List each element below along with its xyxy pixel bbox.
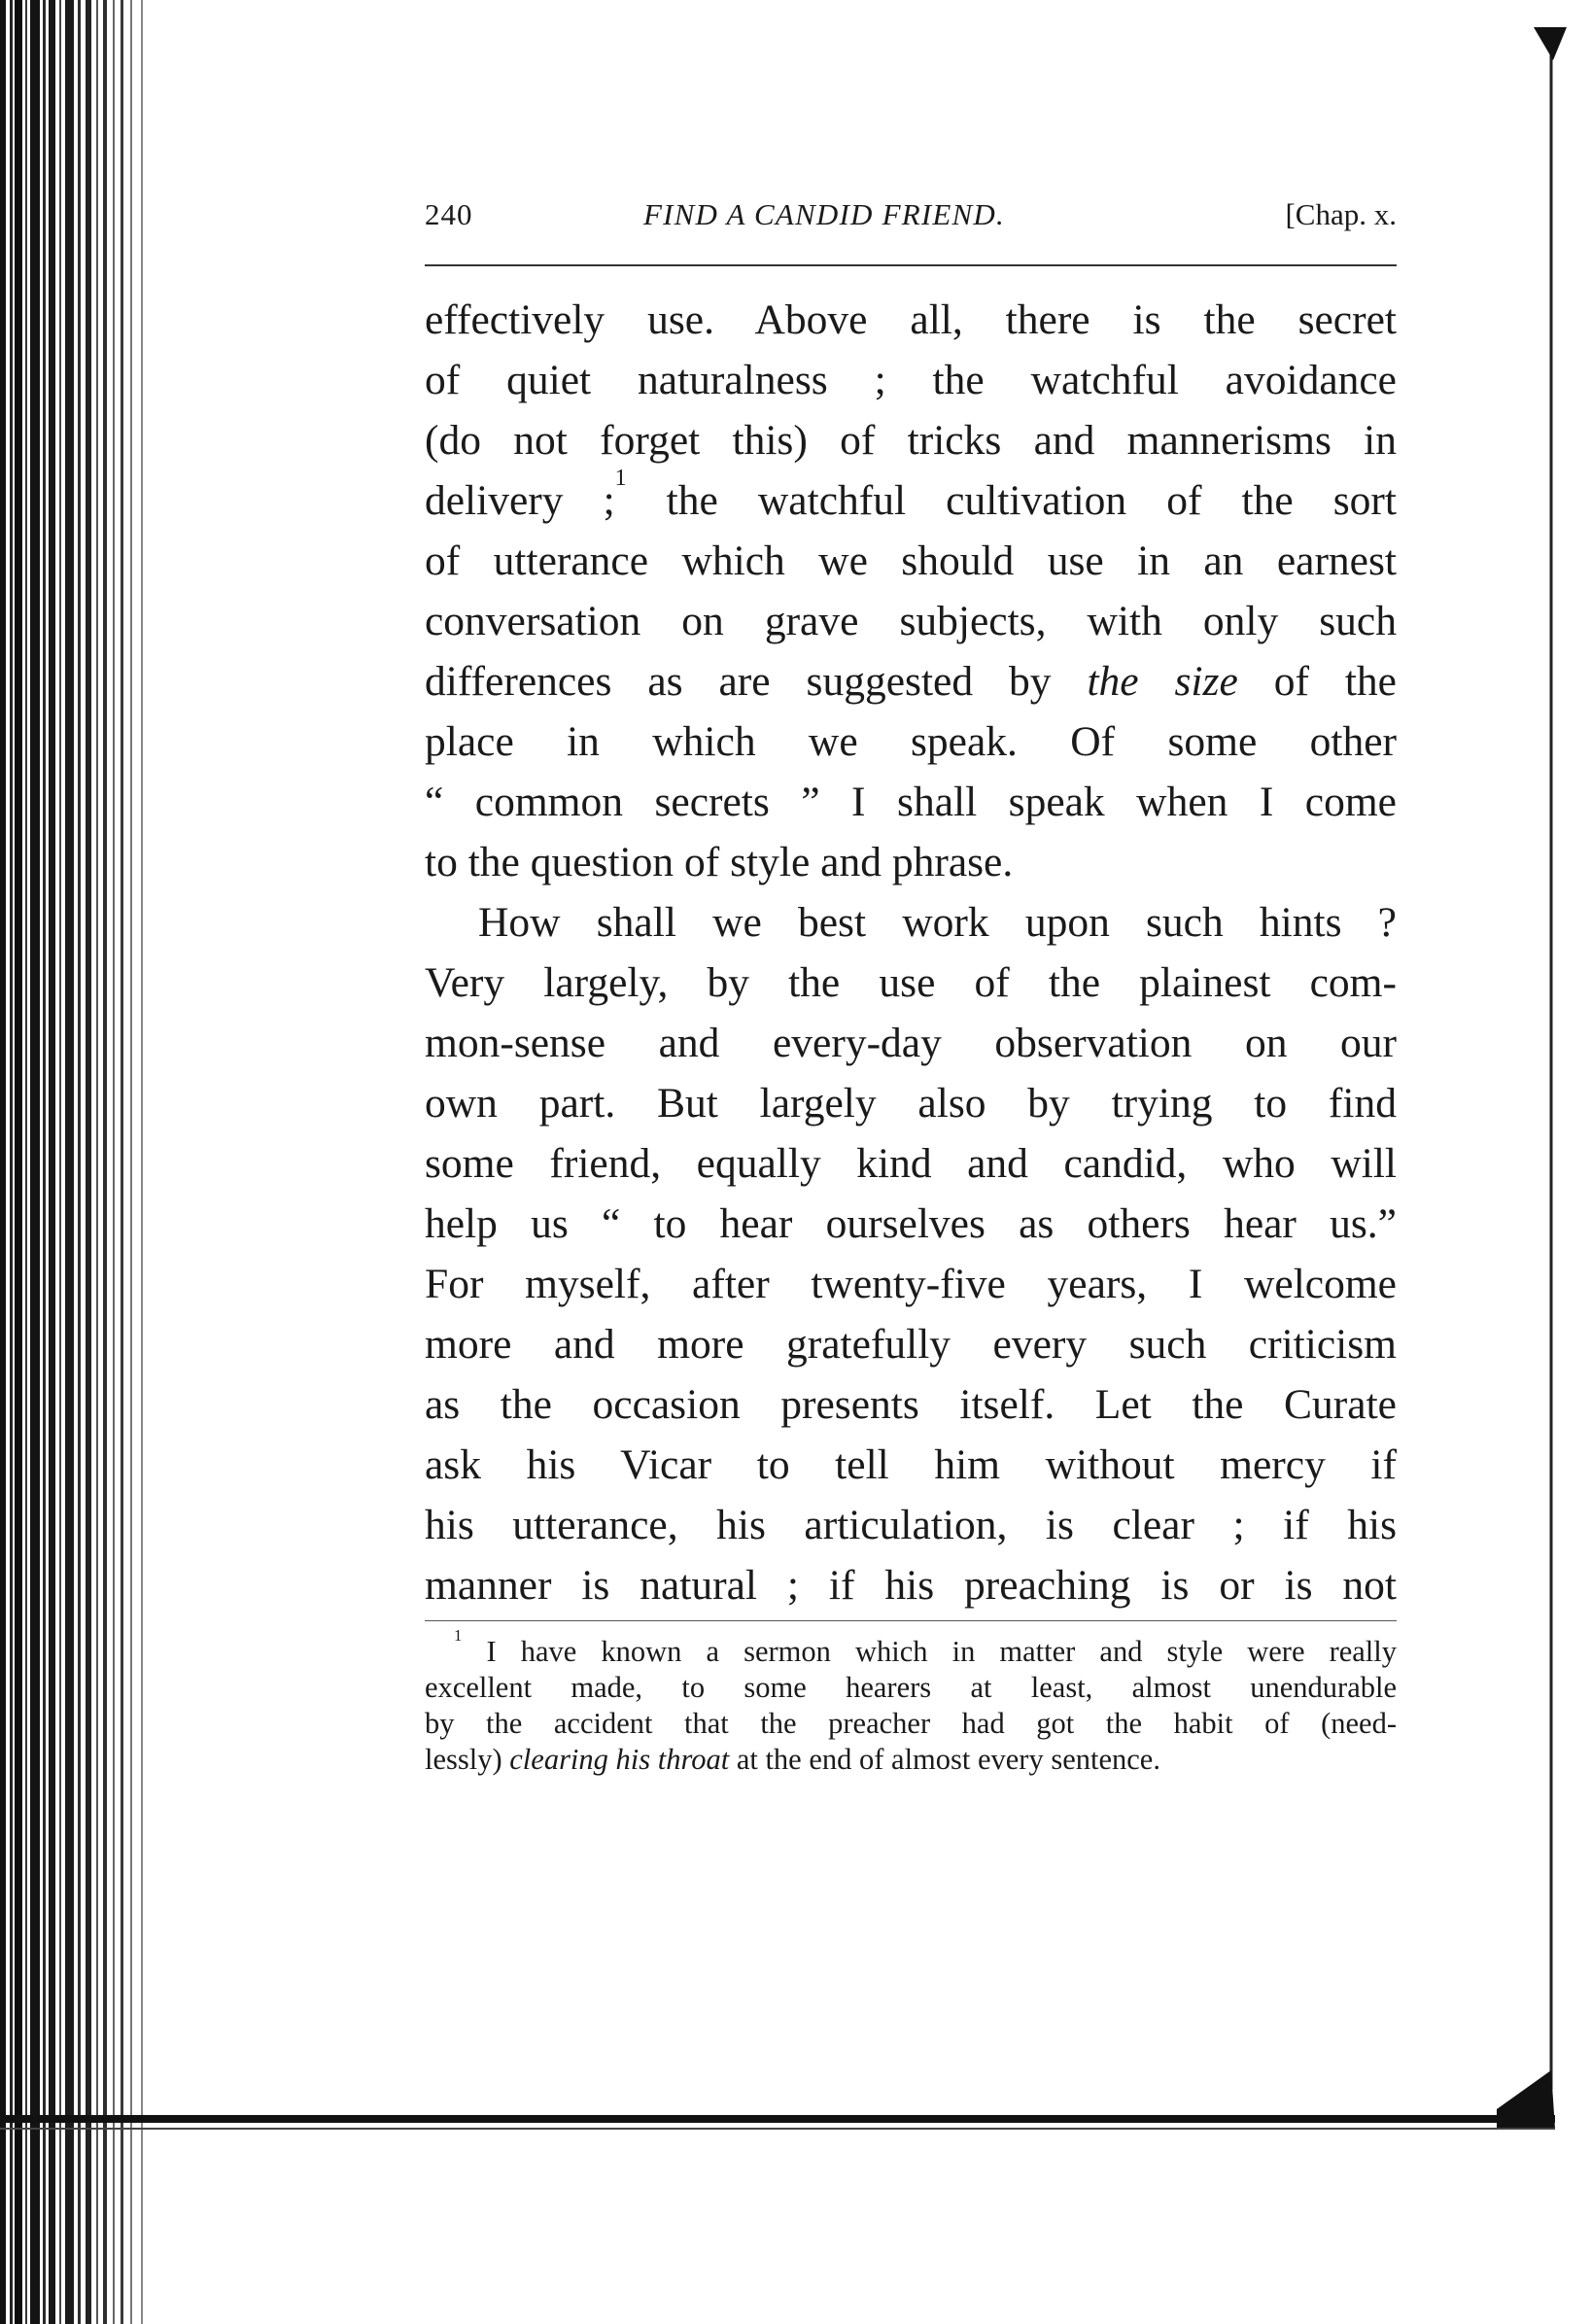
footnote [425,1625,1397,1778]
text-line: conversation on grave subjects, with only such [425,598,1397,644]
text-line: of utterance which we should use in an earnest [425,538,1397,584]
text-line: “ common secrets ” I shall speak when I come [425,779,1397,825]
text-line: manner is natural ; if his preaching is or is not [425,1562,1397,1609]
italic-emphasis: clearing his throat [509,1743,730,1776]
header-rule [425,264,1397,266]
text-line: more and more gratefully every such criticism [425,1321,1397,1368]
footnote-line [425,1625,1397,1670]
text-segment: delivery ; [425,477,615,524]
footnote-reference: 1 [614,466,627,492]
text-line: For myself, after twenty-five years, I welcome [425,1261,1397,1307]
text-line: place in which we speak. Of some other [425,718,1397,765]
text-line: to the question of style and phrase. [425,839,1014,885]
body-text [425,290,1397,1615]
footnote-line: excellent made, to some hearers at least, almost unendurable [425,1671,1397,1704]
text-line: mon-sense and every-day observation on our [425,1020,1397,1066]
text-line [425,651,1397,711]
text-segment: of the [1237,658,1397,705]
footnote-rule [425,1620,1397,1621]
text-segment: differences as are suggested by [425,658,1088,705]
text-line: some friend, equally kind and candid, who will [425,1140,1397,1187]
text-segment: lessly) [425,1743,510,1776]
text-segment: I have known a sermon which in matter and style were really [462,1635,1397,1668]
text-line: Very largely, by the use of the plainest com- [425,959,1397,1006]
text-line [425,466,1397,531]
text-line: (do not forget this) of tricks and mannerisms in [425,417,1397,464]
text-line: How shall we best work upon such hints ? [478,899,1397,946]
footnote-line [425,1742,1397,1778]
chapter-reference: [Chap. x. [1285,197,1397,231]
text-line: his utterance, his articulation, is clear ; if his [425,1502,1397,1548]
italic-emphasis: the size [1087,658,1238,705]
footnote-marker: 1 [454,1625,463,1645]
text-line: help us “ to hear ourselves as others hear us.” [425,1200,1397,1247]
text-line: effectively use. Above all, there is the secret [425,296,1397,343]
text-line: as the occasion presents itself. Let the Curate [425,1381,1397,1428]
text-segment: at the end of almost every sentence. [729,1743,1160,1776]
page-number: 240 [425,197,473,231]
text-segment: the watchful cultivation of the sort [626,477,1397,524]
running-header [425,190,1397,240]
text-line: of quiet naturalness ; the watchful avoidance [425,357,1397,403]
text-line: ask his Vicar to tell him without mercy if [425,1441,1397,1488]
footnote-line: by the accident that the preacher had got the habit of (need- [425,1707,1397,1740]
running-title: FIND A CANDID FRIEND. [643,197,1005,231]
text-line: own part. But largely also by trying to find [425,1080,1397,1127]
